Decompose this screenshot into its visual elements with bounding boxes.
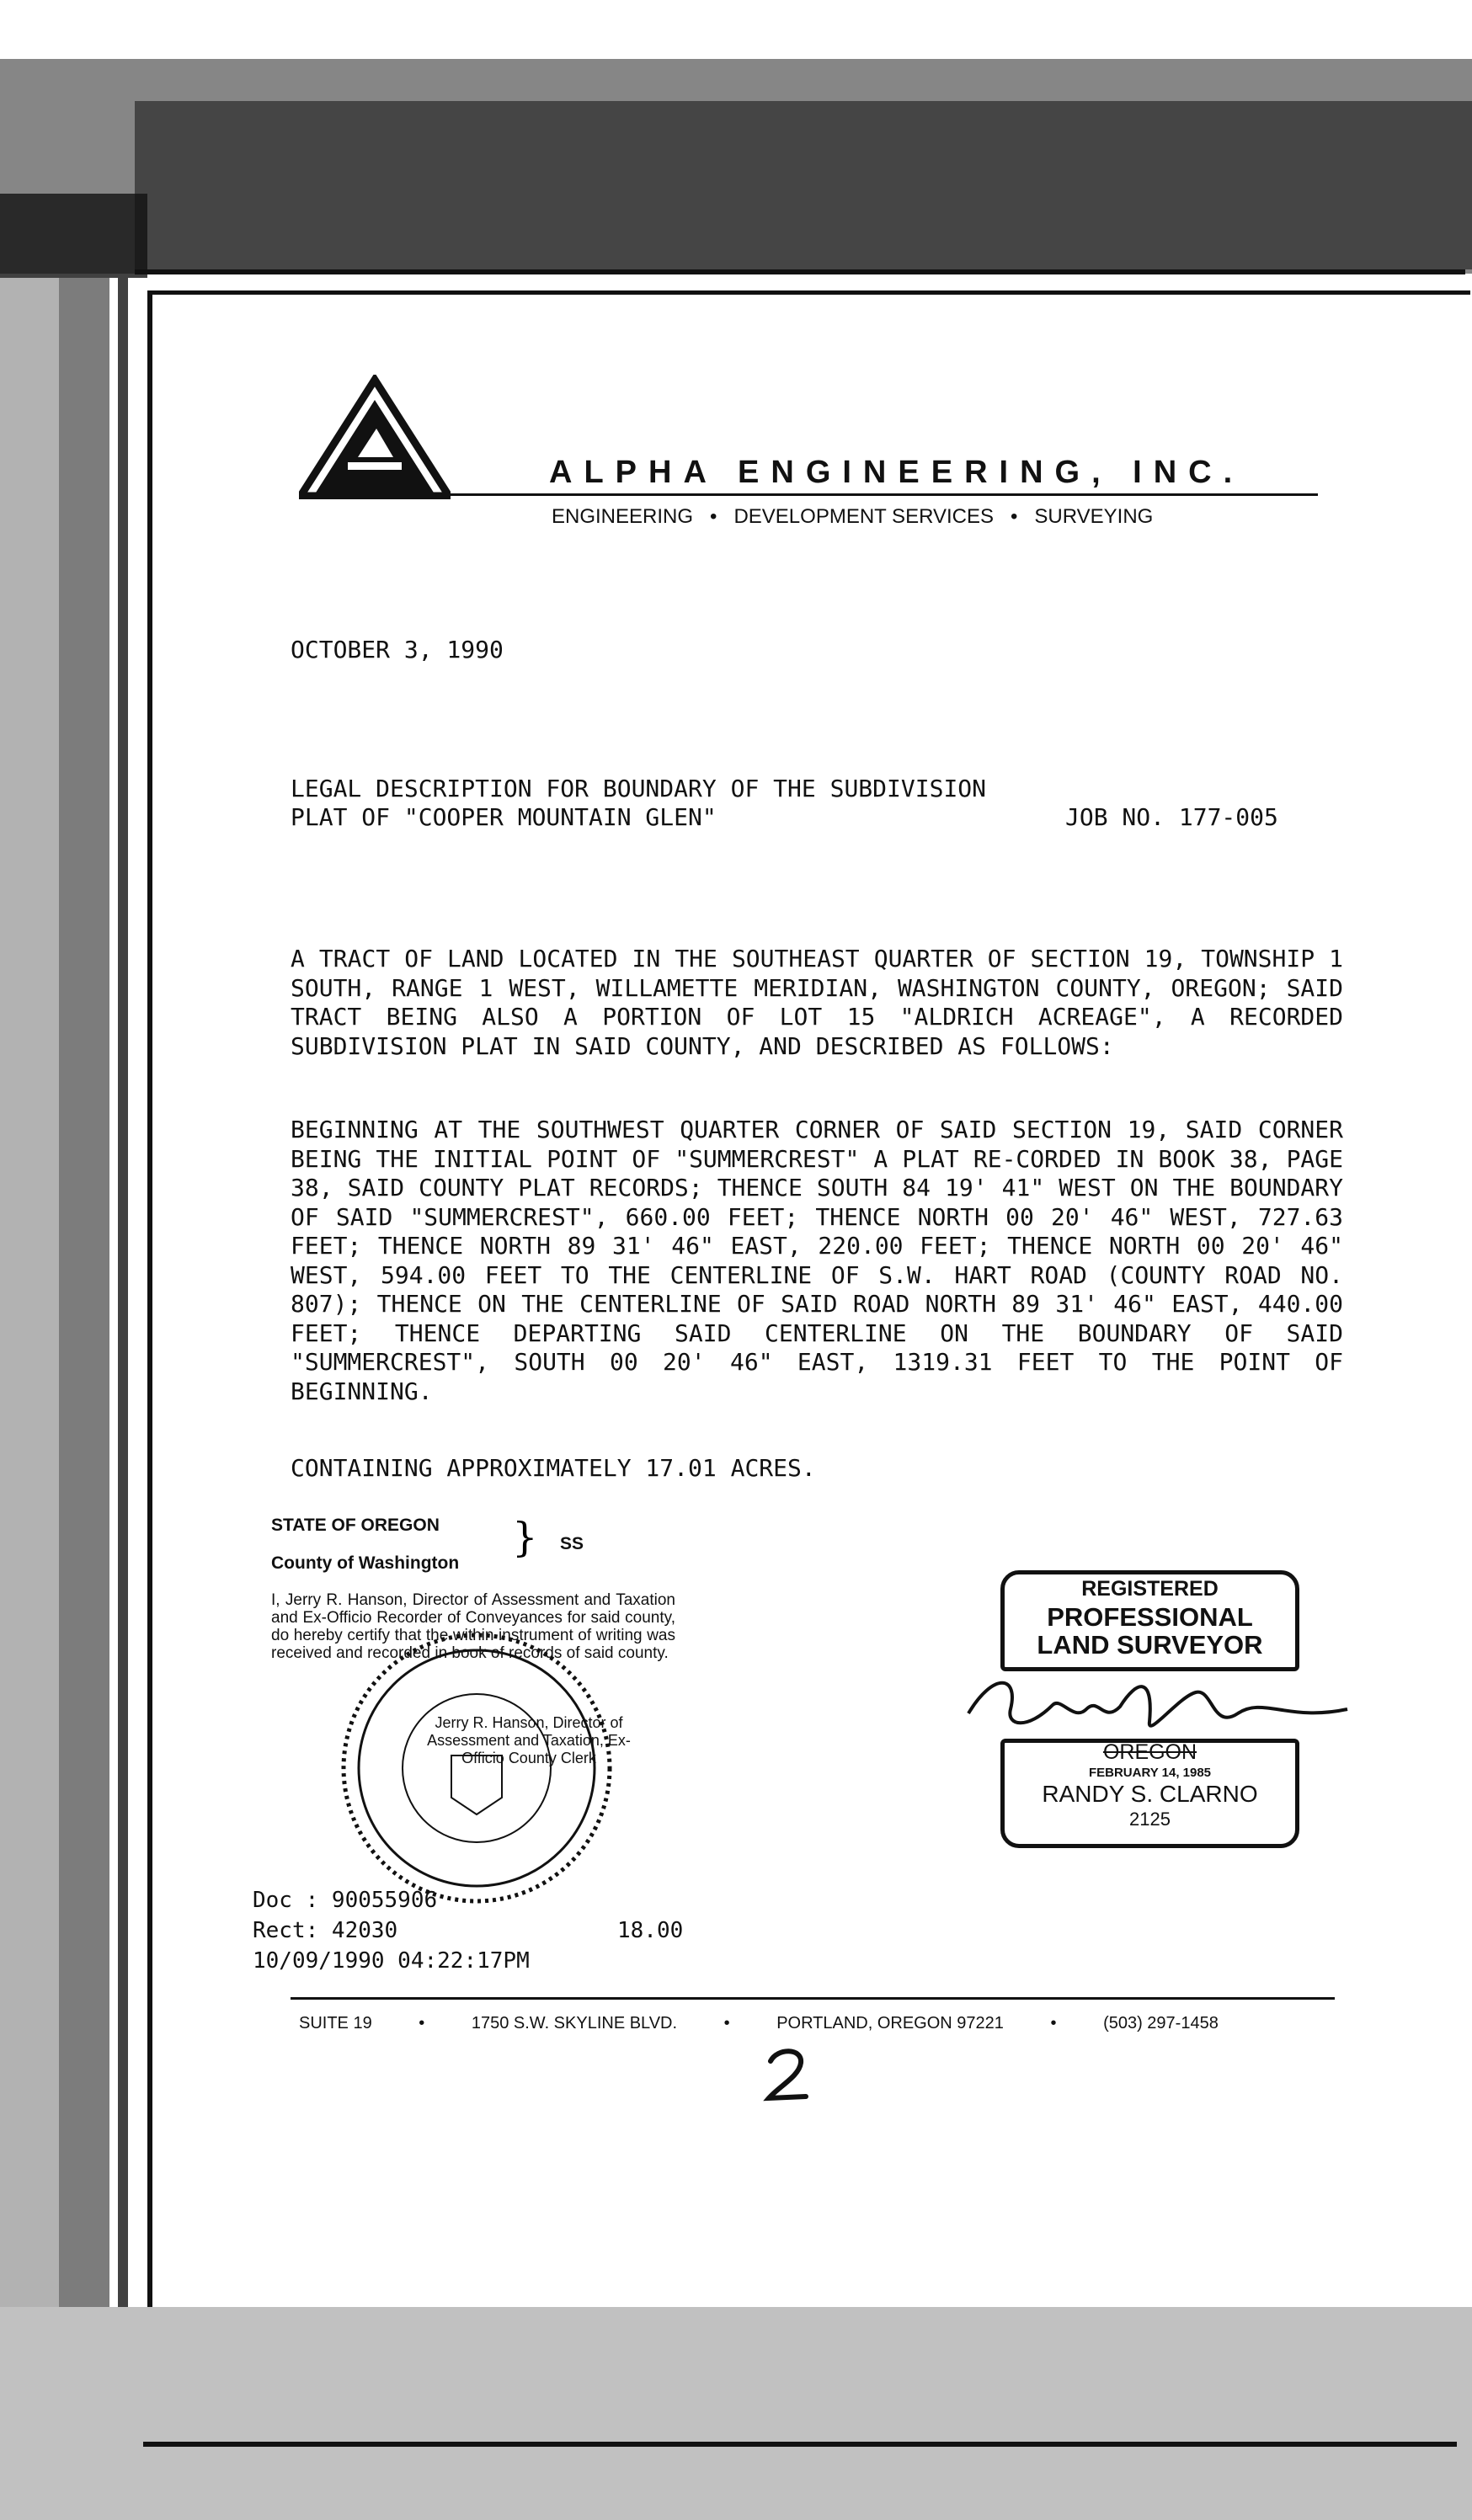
- footer-street: 1750 S.W. SKYLINE BLVD.: [471, 2014, 678, 2033]
- service-surveying: SURVEYING: [1034, 505, 1154, 528]
- page-number: [762, 2046, 813, 2105]
- legal-description-paragraph-2: BEGINNING AT THE SOUTHWEST QUARTER CORNER OF SAID SECTION 19, SAID CORNER BEING THE INITIAL POINT OF "SUMMERCREST" A PLAT RE-CORDED IN BOOK 38, PAGE 38, SAID COUNTY PLAT RECORDS; THENCE SOUTH 84 19' 41" WEST ON THE BOUNDARY OF SAID "SUMMERCREST", 660.00 FEET; THENCE NORTH 00 20' 46" WEST, 727.63 FEET; THENCE NORTH 89 31' 46" EAST, 220.00 FEET; THENCE NORTH 00 20' 46" WEST, 594.00 FEET TO THE CENTERLINE OF S.W. HART ROAD (COUNTY ROAD NO. 807); THENCE ON THE CENTERLINE OF SAID ROAD NORTH 89 31' 46" EAST, 440.00 FEET; THENCE DEPARTING SAID CENTERLINE ON THE BOUNDARY OF SAID "SUMMERCREST", SOUTH 00 20' 46" EAST, 1319.31 FEET TO THE POINT OF BEGINNING.: [291, 1116, 1343, 1405]
- receipt-number: Rect: 42030: [253, 1918, 398, 1943]
- stamp-land-surveyor: LAND SURVEYOR: [1037, 1630, 1263, 1660]
- state-label: STATE OF OREGON: [271, 1516, 440, 1535]
- stamp-professional: PROFESSIONAL: [1047, 1602, 1253, 1632]
- ss-label: SS: [560, 1534, 584, 1553]
- footer-phone: (503) 297-1458: [1103, 2014, 1219, 2033]
- doc-number: Doc : 90055906: [253, 1888, 438, 1913]
- footer-city: PORTLAND, OREGON 97221: [776, 2014, 1004, 2033]
- legal-description-paragraph-1: A TRACT OF LAND LOCATED IN THE SOUTHEAST QUARTER OF SECTION 19, TOWNSHIP 1 SOUTH, RANGE 1 WEST, WILLAMETTE MERIDIAN, WASHINGTON COUNTY, OREGON; SAID TRACT BEING ALSO A PORTION OF LOT 15 "ALDRICH ACREAGE", A RECORDED SUBDIVISION PLAT IN SAID COUNTY, AND DESCRIBED AS FOLLOWS:: [291, 945, 1343, 1060]
- recorder-signature-block: [377, 1714, 680, 1767]
- stamp-name: RANDY S. CLARNO: [1042, 1781, 1258, 1807]
- acreage-statement: CONTAINING APPROXIMATELY 17.01 ACRES.: [291, 1454, 816, 1482]
- surveyor-signature: [960, 1663, 1356, 1743]
- scan-noise-top: [0, 0, 1472, 286]
- aei-triangle-logo: [299, 375, 451, 499]
- stamp-date: FEBRUARY 14, 1985: [1088, 1766, 1212, 1780]
- service-engineering: ENGINEERING: [552, 505, 694, 528]
- recorder-sig-line-1: Jerry R. Hanson, Director of: [435, 1714, 623, 1731]
- county-label: County of Washington: [271, 1553, 460, 1573]
- services-line: ENGINEERING • DEVELOPMENT SERVICES • SURVEYING: [552, 505, 1154, 528]
- recorder-sig-line-3: Officio County Clerk: [461, 1750, 596, 1766]
- footer-rule: [291, 1997, 1335, 2000]
- county-seal: [325, 1629, 628, 1907]
- recorder-sig-line-2: Assessment and Taxation, Ex-: [427, 1732, 631, 1749]
- service-development: DEVELOPMENT SERVICES: [733, 505, 994, 528]
- header-rule: [299, 493, 1318, 496]
- letter-date: OCTOBER 3, 1990: [291, 636, 504, 663]
- stamp-registered: REGISTERED: [1081, 1577, 1219, 1601]
- company-name: ALPHA ENGINEERING, INC.: [549, 455, 1245, 490]
- brace-icon: }: [512, 1514, 538, 1561]
- job-number: JOB NO. 177-005: [1065, 803, 1278, 831]
- scan-noise-bottom: [0, 2307, 1472, 2520]
- stamp-oregon: OREGON: [1102, 1740, 1197, 1764]
- recorder-certification: I, Jerry R. Hanson, Director of Assessment and Taxation and Ex-Officio Recorder of Conveyances for said county, do hereby certify that the within instrument of writing was received and recorded in book of records of said county.: [271, 1591, 675, 1662]
- subject-line-2: PLAT OF "COOPER MOUNTAIN GLEN": [291, 803, 717, 831]
- subject-line-1: LEGAL DESCRIPTION FOR BOUNDARY OF THE SUBDIVISION: [291, 775, 987, 802]
- recording-timestamp: 10/09/1990 04:22:17PM: [253, 1948, 530, 1974]
- footer-address: SUITE 19 • 1750 S.W. SKYLINE BLVD. • PORTLAND, OREGON 97221 • (503) 297-1458: [299, 2014, 1219, 2033]
- recording-fee: 18.00: [617, 1918, 684, 1943]
- footer-suite: SUITE 19: [299, 2014, 372, 2033]
- scan-noise-left: [0, 278, 147, 2315]
- stamp-number: 2125: [1129, 1809, 1171, 1830]
